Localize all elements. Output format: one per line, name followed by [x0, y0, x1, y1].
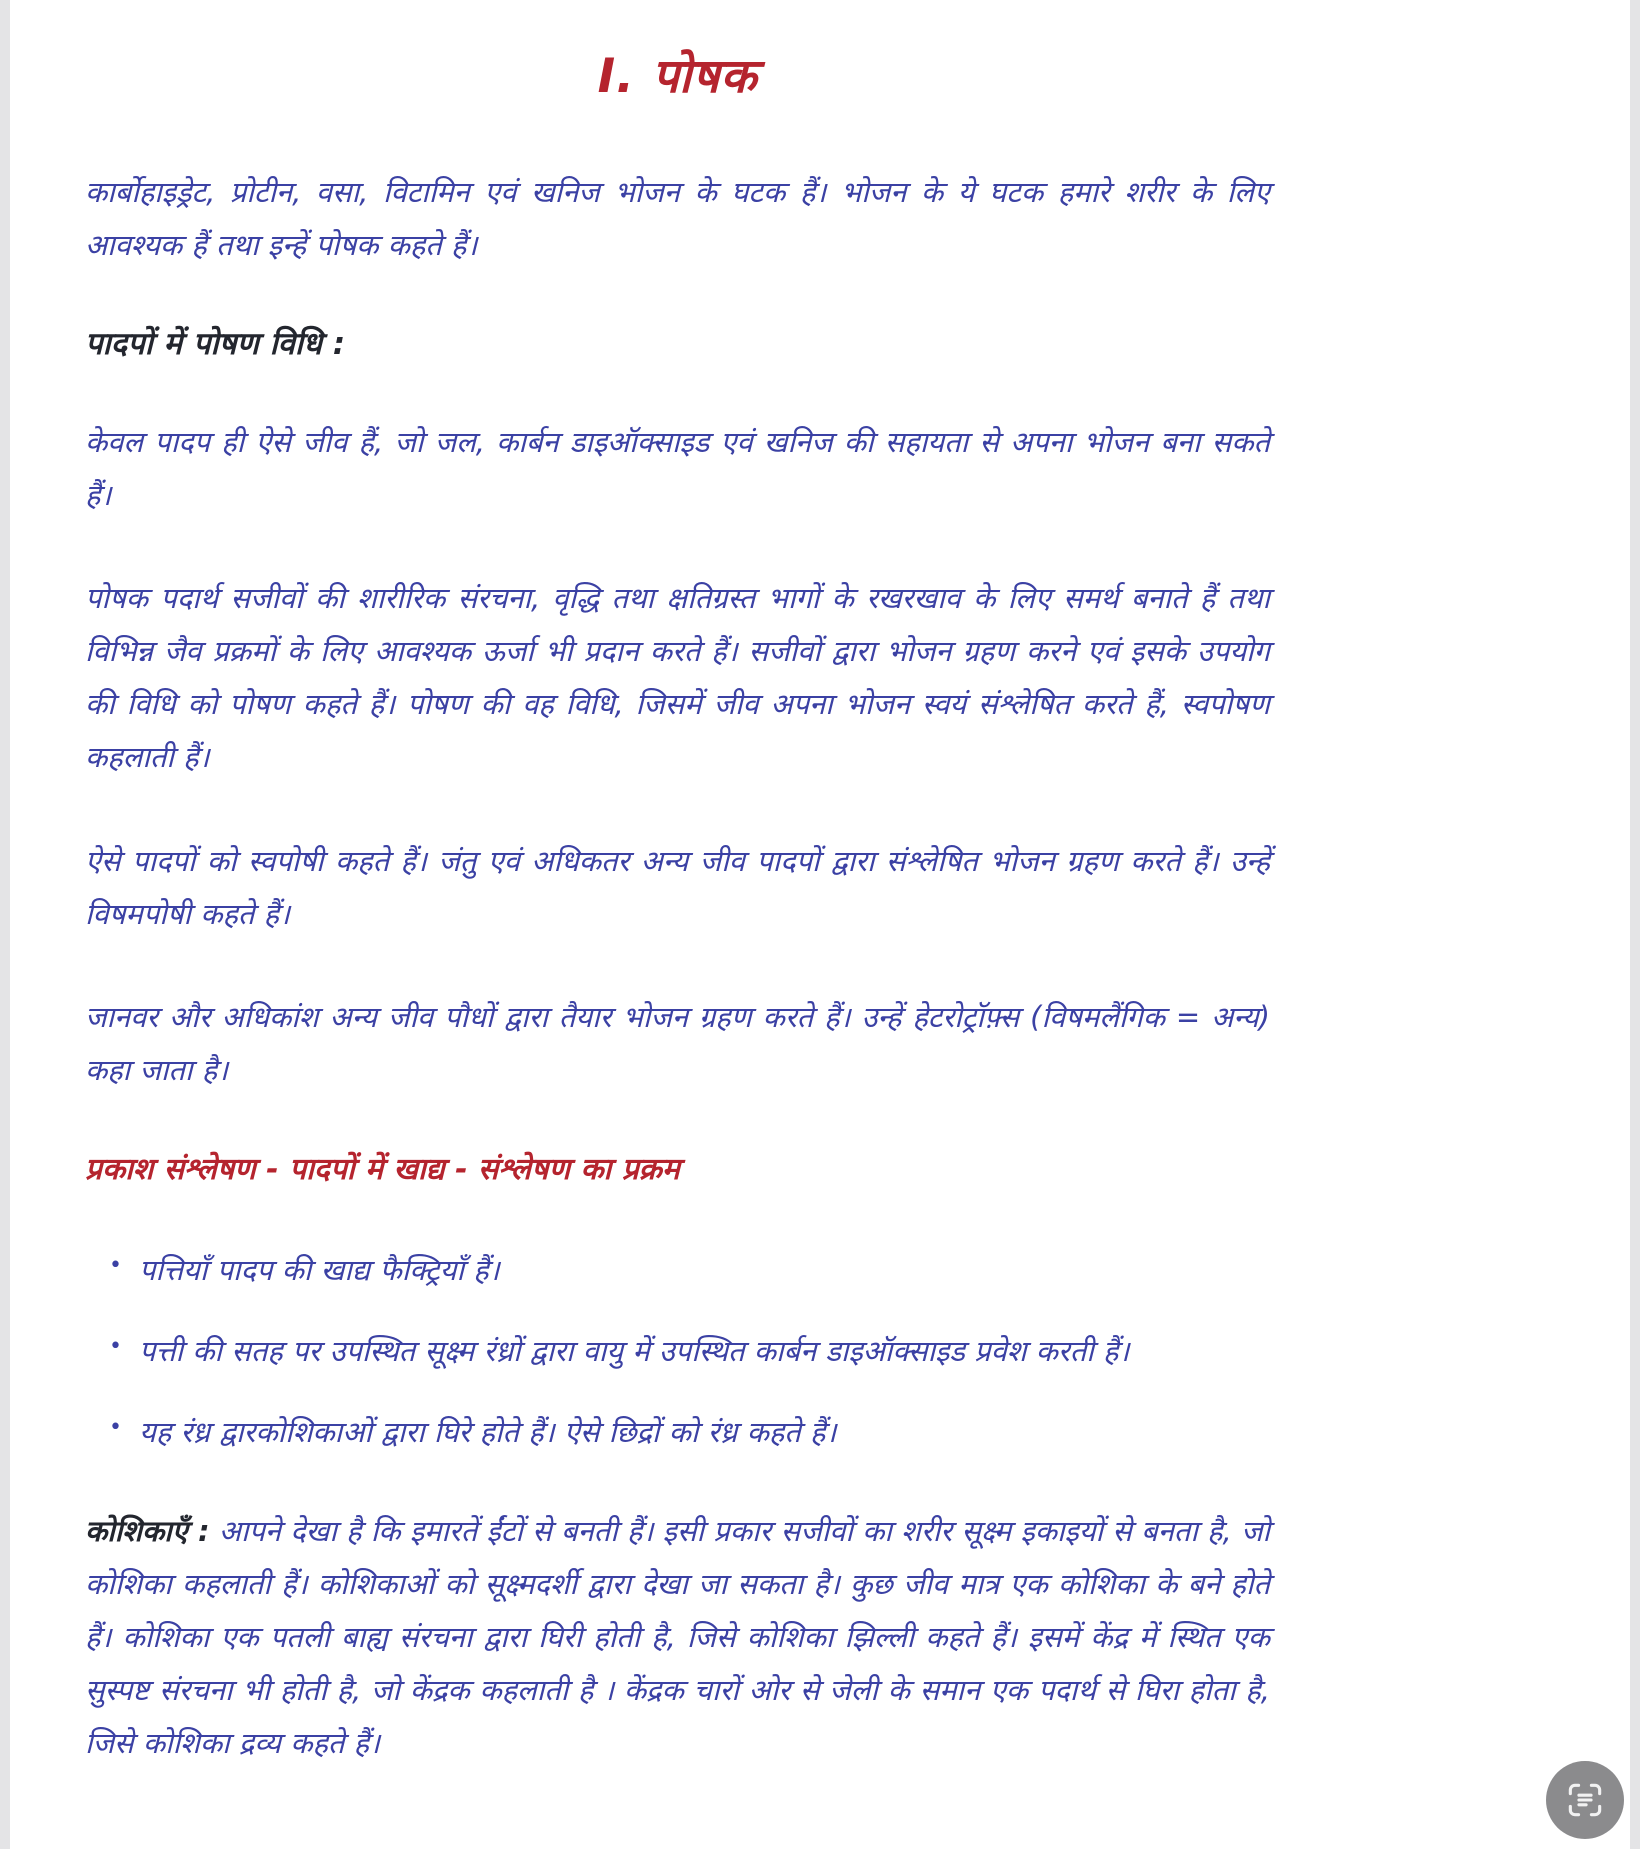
paragraph-intro-nutrients: कार्बोहाइड्रेट, प्रोटीन, वसा, विटामिन एवं खनिज भोजन के घटक हैं। भोजन के ये घटक हमारे शरीर के लिए आवश्यक हैं तथा इन्हें पोषक कहते हैं। — [85, 175, 1270, 263]
photosynthesis-bullet-list — [85, 1244, 1270, 1459]
document-page — [85, 0, 1270, 1770]
heading-plant-nutrition-method: पादपों में पोषण विधि : — [85, 326, 346, 363]
paragraph-nutrients-function: पोषक पदार्थ सजीवों की शारीरिक संरचना, वृद्धि तथा क्षतिग्रस्त भागों के रखरखाव के लिए समर्थ बनाते हैं तथा विभिन्न जैव प्रक्रमों के लिए आवश्यक ऊर्जा भी प्रदान करते हैं। सजीवों द्वारा भोजन ग्रहण करने एवं इसके उपयोग की विधि को पोषण कहते हैं। पोषण की वह विधि, जिसमें जीव अपना भोजन स्वयं संश्लेषित करते हैं, स्वपोषण कहलाती हैं। — [85, 581, 1270, 775]
page-title: I. पोषक — [597, 49, 758, 104]
scan-text-button[interactable] — [1546, 1761, 1624, 1839]
scan-text-icon — [1563, 1778, 1607, 1822]
bullet-text-stomata-co2: पत्ती की सतह पर उपस्थित सूक्ष्म रंध्रों द्वारा वायु में उपस्थित कार्बन डाइऑक्साइड प्रवेश करती हैं। — [139, 1333, 1130, 1368]
page-edge-left — [0, 0, 10, 1849]
paragraph-autotrophs: ऐसे पादपों को स्वपोषी कहते हैं। जंतु एवं अधिकतर अन्य जीव पादपों द्वारा संश्लेषित भोजन ग्रहण करते हैं। उन्हें विषमपोषी कहते हैं। — [85, 843, 1270, 931]
cells-body-text: आपने देखा है कि इमारतें ईंटों से बनती हैं। इसी प्रकार सजीवों का शरीर सूक्ष्म इकाइयों से बनता है, जो कोशिका कहलाती हैं। कोशिकाओं को सूक्ष्मदर्शी द्वारा देखा जा सकता है। कुछ जीव मात्र एक कोशिका के बने होते हैं। कोशिका एक पतली बाह्य संरचना द्वारा घिरी होती है, जिसे कोशिका झिल्ली कहते हैं। इसमें केंद्र में स्थित एक सुस्पष्ट संरचना भी होती है, जो केंद्रक कहलाती है । केंद्रक चारों ओर से जेली के समान एक पदार्थ से घिरा होता है, जिसे कोशिका द्रव्य कहते हैं। — [85, 1513, 1270, 1761]
bullet-text-guard-cells: यह रंध्र द्वारकोशिकाओं द्वारा घिरे होते हैं। ऐसे छिद्रों को रंध्र कहते हैं। — [139, 1414, 837, 1449]
heading-photosynthesis: प्रकाश संश्लेषण - पादपों में खाद्य - संश्लेषण का प्रक्रम — [85, 1151, 680, 1187]
page-edge-right — [1630, 0, 1640, 1849]
list-item — [109, 1325, 1270, 1378]
cells-label: कोशिकाएँ : — [85, 1513, 210, 1548]
bullet-dot-icon: • — [109, 1333, 122, 1359]
paragraph-cells — [85, 1505, 1270, 1770]
bullet-dot-icon: • — [109, 1252, 122, 1278]
paragraph-only-plants-make-food: केवल पादप ही ऐसे जीव हैं, जो जल, कार्बन डाइऑक्साइड एवं खनिज की सहायता से अपना भोजन बना सकते हैं। — [85, 425, 1270, 513]
bullet-dot-icon: • — [109, 1414, 122, 1440]
bullet-text-leaves-food-factories: पत्तियाँ पादप की खाद्य फैक्ट्रियाँ हैं। — [139, 1252, 500, 1287]
list-item — [109, 1406, 1270, 1459]
list-item — [109, 1244, 1270, 1297]
paragraph-heterotrophs: जानवर और अधिकांश अन्य जीव पौधों द्वारा तैयार भोजन ग्रहण करते हैं। उन्हें हेटरोट्रॉफ़्स (विषमलैंगिक = अन्य) कहा जाता है। — [85, 999, 1270, 1087]
